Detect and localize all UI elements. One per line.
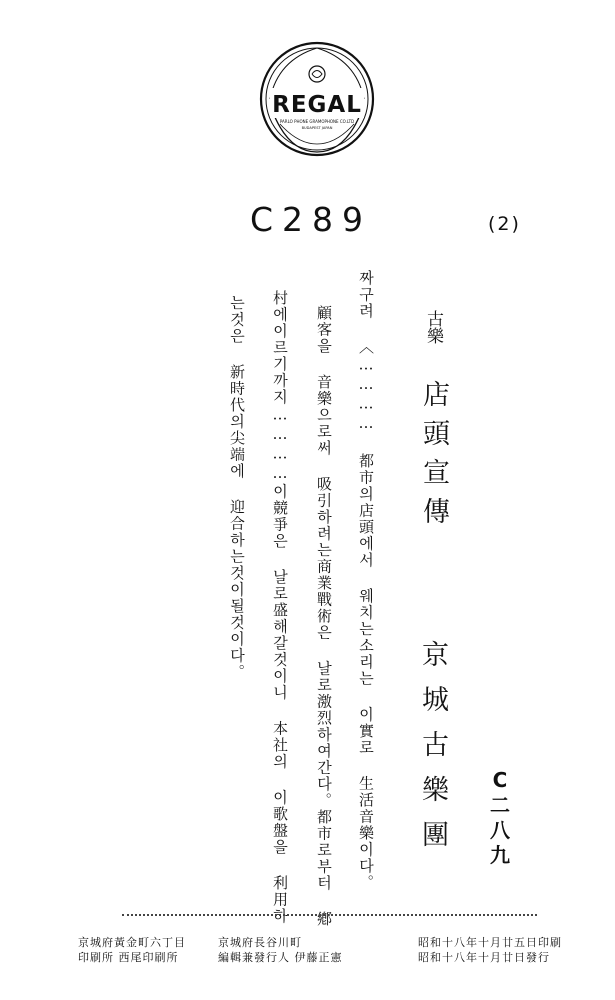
body-line-4: 는것은 新時代의尖端에 迎合하는것이될것이다。 (228, 295, 246, 681)
side-label: (2) (488, 213, 521, 235)
catalog-kanji-char: C (492, 768, 508, 792)
body-line-1: 짜구려 〈………… 都市의店頭에서 웨치는소리는 이實로 生活音樂이다。 (357, 270, 375, 891)
body-line-3: 村에이르기까지…………이競爭은 날로盛해갈것이니 本社의 이歌盤을 利用하 (271, 290, 289, 925)
printer-name: 印刷所 西尾印刷所 (78, 950, 179, 964)
logo-place-line: BUDAPEST JAPAN (301, 126, 333, 130)
catalog-kanji-char: 八 (490, 818, 510, 842)
regal-logo (258, 40, 376, 158)
genre-label: 古樂 (423, 310, 443, 344)
catalog-kanji-char: 二 (490, 793, 510, 817)
logo-brand: REGAL (272, 92, 362, 118)
editor-address: 京城府長谷川町 (218, 936, 302, 949)
colophon-editor (218, 936, 343, 966)
record-title: 店頭宣傳 (418, 380, 449, 536)
printer-address: 京城府黃金町六丁目 (78, 936, 186, 949)
print-date: 昭和十八年十月廿五日印刷 (418, 936, 562, 949)
body-line-2: 顧客을 音樂으로써 吸引하려는商業戰術은 날로激烈하여간다。都市로부터 鄕 (315, 305, 333, 928)
publish-date: 昭和十八年十月廿日發行 (418, 950, 550, 964)
catalog-kanji-char: 九 (490, 843, 510, 867)
colophon-printer (78, 936, 186, 966)
dotted-divider (122, 914, 537, 916)
catalog-number-kanji (486, 768, 514, 868)
catalog-number: C289 (250, 200, 373, 239)
performer-name: 京城古樂團 (417, 640, 448, 865)
editor-name: 編輯兼發行人 伊藤正憲 (218, 950, 343, 964)
regal-logo-emblem (258, 40, 376, 158)
colophon-dates (418, 936, 562, 966)
logo-company-line: PARLO PHONE GRAMOPHONE CO.LTD (279, 119, 355, 124)
